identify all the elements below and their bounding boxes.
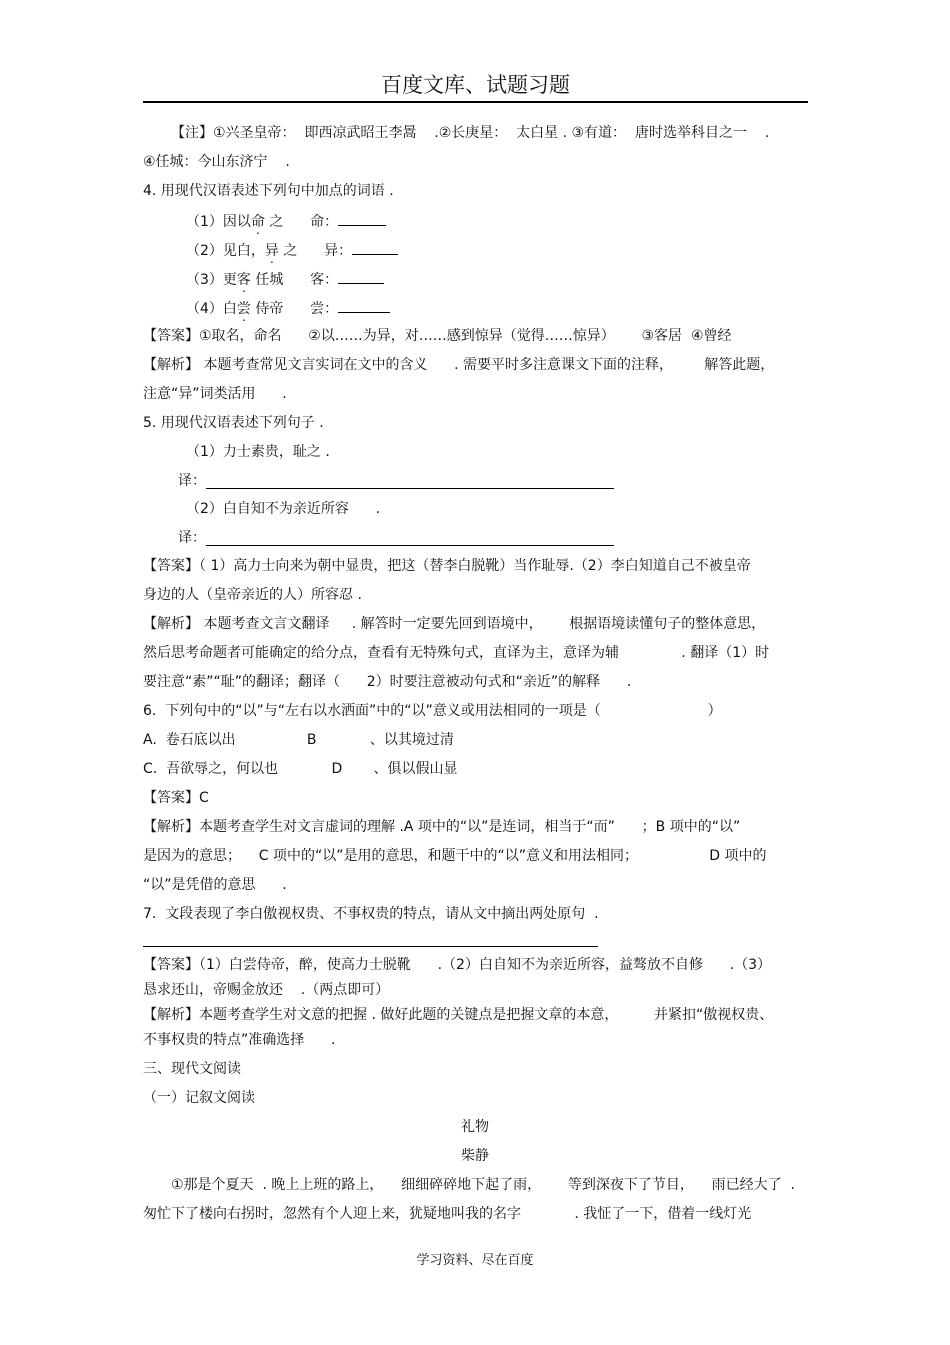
q6-options: C. 吾欲辱之，何以也 D 、俱以假山显 xyxy=(143,761,458,777)
question-7-stem: 7. 文段表现了李白傲视权贵、不事权贵的特点，请从文中摘出两处原句 . xyxy=(143,906,599,922)
page-footer: 学习资料、尽在百度 xyxy=(416,1253,534,1268)
q7-analysis: 【解析】本题考查学生对文意的把握 . 做好此题的关键点是把握文章的本意， 并紧扣“傲视权贵、 xyxy=(143,1007,774,1023)
q5-item-1: （1）力士素贵，耻之 . xyxy=(186,444,330,460)
article-title: 礼物 xyxy=(461,1119,489,1135)
q5-answer: 身边的人（皇帝亲近的人）所容忍 . xyxy=(143,587,362,603)
answer-blank[interactable] xyxy=(338,298,390,313)
q7-answer: 【答案】（1）白尝侍帝，醉，使高力士脱靴 .（2）白自知不为亲近所容，益骜放不自修 .（3） xyxy=(143,957,772,973)
q5-item-2: （2）白自知不为亲近所容 . xyxy=(186,501,381,517)
translate-answer-line[interactable] xyxy=(206,545,614,546)
section-subheading: （一）记叙文阅读 xyxy=(143,1090,255,1106)
item-text: （3）更 xyxy=(186,272,237,288)
item-text: （2）见白， xyxy=(186,243,265,259)
note-line: ④任城：今山东济宁 . xyxy=(143,154,290,170)
section-heading: 三、现代文阅读 xyxy=(143,1061,241,1077)
translate-label: 译： xyxy=(178,530,206,546)
item-text: （1）因以 xyxy=(186,214,251,230)
q5-analysis: 要注意“素”“耻”的翻译；翻译（ 2）时要注意被动句式和“亲近”的解释 . xyxy=(143,674,632,690)
answer-blank[interactable] xyxy=(338,211,386,226)
q7-answer: 恳求还山，帝赐金放还 .（两点即可） xyxy=(143,982,390,998)
answer-blank[interactable] xyxy=(338,269,384,284)
dotted-word: 尝 xyxy=(236,301,251,317)
q5-answer: 【答案】（ 1）高力士向来为朝中显贵，把这（替李白脱靴）当作耻辱.（2）李白知道自己不被皇帝 xyxy=(143,558,751,574)
article-author: 柴静 xyxy=(461,1148,489,1164)
translate-answer-line[interactable] xyxy=(206,488,614,489)
item-text: 任城 客： xyxy=(250,272,339,288)
question-5-stem: 5. 用现代汉语表述下列句子 . xyxy=(143,415,324,431)
article-paragraph: ①那是个夏天 . 晚上上班的路上， 细细碎碎地下起了雨， 等到深夜下了节目， 雨已经大了 . xyxy=(171,1177,796,1193)
q6-answer: 【答案】C xyxy=(143,790,209,806)
q6-options: A. 卷石底以出 B 、以其境过清 xyxy=(143,732,454,748)
page-header-title: 百度文库、试题习题 xyxy=(381,73,570,97)
q4-answer: 【答案】①取名，命名 ②以……为异，对……感到惊异（觉得……惊异） ③客居 ④曾经 xyxy=(143,328,732,344)
question-4-stem: 4. 用现代汉语表述下列句中加点的词语 . xyxy=(143,183,394,199)
q6-analysis: “以”是凭借的意思 . xyxy=(143,877,287,893)
dotted-word: 命 xyxy=(250,214,265,230)
header-rule xyxy=(143,101,808,103)
dotted-word: 客 xyxy=(236,272,251,288)
q4-analysis: 注意“异”词类活用 . xyxy=(143,386,287,402)
q4-item-3 xyxy=(186,269,384,289)
q4-item-2 xyxy=(186,240,398,260)
q4-item-1 xyxy=(186,211,386,231)
q6-analysis: 是因为的意思； C 项中的“以”是用的意思，和题干中的“以”意义和用法相同； D 项中的 xyxy=(143,848,767,864)
q6-analysis: 【解析】本题考查学生对文言虚词的理解 .A 项中的“以”是连词，相当于“而” ；B 项中的“以” xyxy=(143,819,741,835)
q4-item-4 xyxy=(186,298,390,318)
q5-analysis: 然后思考命题者可能确定的给分点，查看有无特殊句式，直译为主，意译为辅 . 翻译（1）时 xyxy=(143,645,770,661)
translate-label: 译： xyxy=(178,473,206,489)
q7-analysis: 不事权贵的特点”准确选择 . xyxy=(143,1032,336,1048)
dotted-word: 异 xyxy=(264,243,279,259)
q7-answer-line[interactable] xyxy=(143,946,598,947)
article-paragraph: 匆忙下了楼向右拐时，忽然有个人迎上来，犹疑地叫我的名字 . 我怔了一下，借着一线灯光 xyxy=(143,1206,752,1222)
item-text: （4）白 xyxy=(186,301,237,317)
question-6-stem: 6. 下列句中的“以”与“左右以水洒面”中的“以”意义或用法相同的一项是（ ） xyxy=(143,703,722,719)
item-text: 侍帝 尝： xyxy=(250,301,339,317)
q5-analysis: 【解析】 本题考查文言文翻译 . 解答时一定要先回到语境中， 根据语境读懂句子的整体意思， xyxy=(143,616,766,632)
item-text: 之 异： xyxy=(278,243,353,259)
q4-analysis: 【解析】 本题考查常见文言实词在文中的含义 . 需要平时多注意课文下面的注释， 解答此题， xyxy=(143,357,775,373)
note-line: 【注】①兴圣皇帝： 即西凉武昭王李暠 .②长庚星： 太白星 . ③有道： 唐时选举科目之一 . xyxy=(171,125,770,141)
answer-blank[interactable] xyxy=(352,240,398,255)
item-text: 之 命： xyxy=(264,214,339,230)
